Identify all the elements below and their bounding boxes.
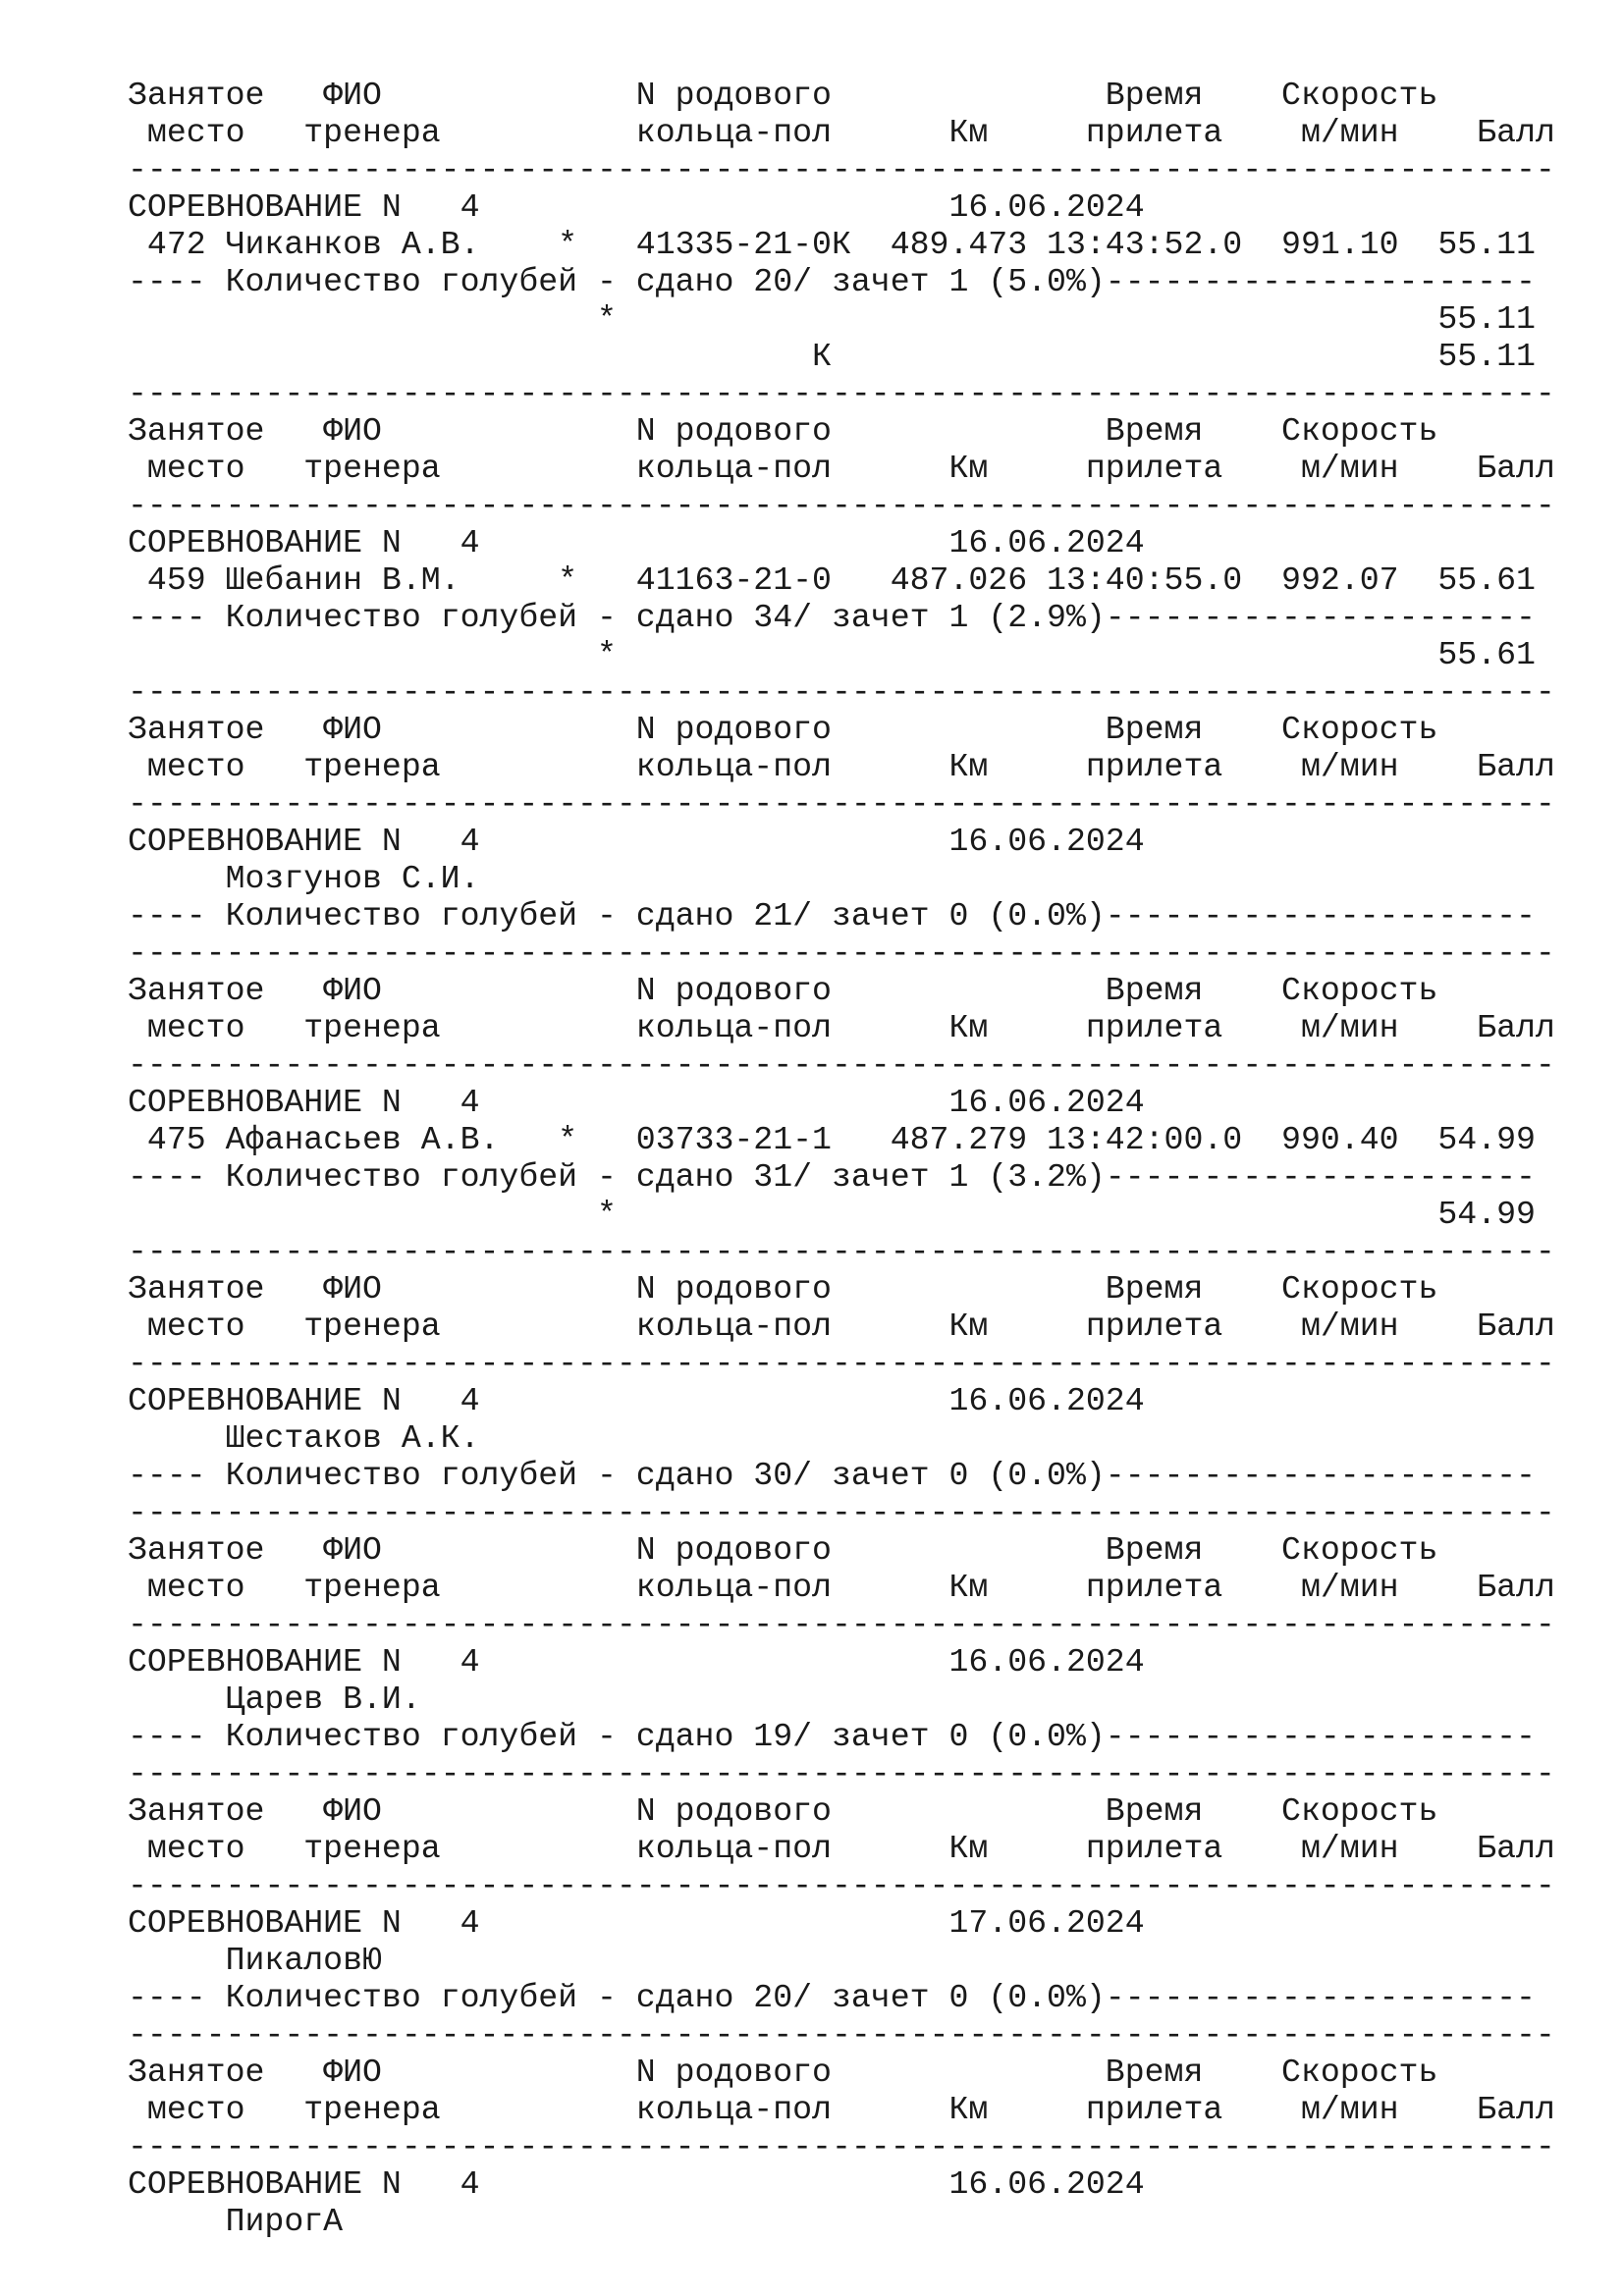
competition-heading: СОРЕВНОВАНИЕ N 4 16.06.2024 bbox=[128, 524, 1145, 561]
separator-line: ------------------------------------------------------------------------- bbox=[128, 487, 1555, 524]
separator-line: ------------------------------------------------------------------------- bbox=[128, 1233, 1555, 1270]
trainer-name-row: Мозгунов С.И. bbox=[128, 860, 480, 897]
score-total-row: * 55.61 bbox=[128, 636, 1536, 673]
pigeon-count-summary: ---- Количество голубей - сдано 21/ зачет 0 (0.0%)---------------------- bbox=[128, 897, 1536, 934]
separator-line: ------------------------------------------------------------------------- bbox=[128, 1606, 1555, 1643]
competition-heading: СОРЕВНОВАНИЕ N 4 16.06.2024 bbox=[128, 823, 1145, 860]
column-header-row-2: место тренера кольца-пол Км прилета м/мин Балл bbox=[128, 1830, 1555, 1867]
column-header-row-2: место тренера кольца-пол Км прилета м/мин Балл bbox=[128, 114, 1555, 151]
score-total-row: К 55.11 bbox=[128, 338, 1536, 375]
column-header-row-1: Занятое ФИО N родового Время Скорость bbox=[128, 77, 1438, 114]
pigeon-count-summary: ---- Количество голубей - сдано 20/ зачет 1 (5.0%)---------------------- bbox=[128, 263, 1536, 300]
column-header-row-2: место тренера кольца-пол Км прилета м/мин Балл bbox=[128, 1308, 1555, 1345]
column-header-row-1: Занятое ФИО N родового Время Скорость bbox=[128, 1270, 1438, 1308]
pigeon-count-summary: ---- Количество голубей - сдано 31/ зачет 1 (3.2%)---------------------- bbox=[128, 1158, 1536, 1196]
separator-line: ------------------------------------------------------------------------- bbox=[128, 1345, 1555, 1382]
column-header-row-2: место тренера кольца-пол Км прилета м/мин Балл bbox=[128, 748, 1555, 785]
column-header-row-1: Занятое ФИО N родового Время Скорость bbox=[128, 1792, 1438, 1830]
result-row: 472 Чиканков А.В. * 41335-21-0К 489.473 13:43:52.0 991.10 55.11 bbox=[128, 226, 1536, 263]
pigeon-count-summary: ---- Количество голубей - сдано 30/ зачет 0 (0.0%)---------------------- bbox=[128, 1457, 1536, 1494]
competition-report bbox=[128, 77, 1561, 2240]
column-header-row-2: место тренера кольца-пол Км прилета м/мин Балл bbox=[128, 1009, 1555, 1046]
trainer-name-row: Царев В.И. bbox=[128, 1681, 421, 1718]
competition-heading: СОРЕВНОВАНИЕ N 4 16.06.2024 bbox=[128, 1084, 1145, 1121]
column-header-row-2: место тренера кольца-пол Км прилета м/мин Балл bbox=[128, 2091, 1555, 2128]
competition-heading: СОРЕВНОВАНИЕ N 4 16.06.2024 bbox=[128, 1382, 1145, 1419]
column-header-row-1: Занятое ФИО N родового Время Скорость bbox=[128, 2054, 1438, 2091]
result-row: 459 Шебанин В.М. * 41163-21-0 487.026 13:40:55.0 992.07 55.61 bbox=[128, 561, 1536, 599]
competition-heading: СОРЕВНОВАНИЕ N 4 17.06.2024 bbox=[128, 1904, 1145, 1942]
separator-line: ------------------------------------------------------------------------- bbox=[128, 1755, 1555, 1792]
separator-line: ------------------------------------------------------------------------- bbox=[128, 785, 1555, 823]
separator-line: ------------------------------------------------------------------------- bbox=[128, 1046, 1555, 1084]
separator-line: ------------------------------------------------------------------------- bbox=[128, 151, 1555, 188]
separator-line: ------------------------------------------------------------------------- bbox=[128, 375, 1555, 412]
separator-line: ------------------------------------------------------------------------- bbox=[128, 1494, 1555, 1531]
competition-heading: СОРЕВНОВАНИЕ N 4 16.06.2024 bbox=[128, 1643, 1145, 1681]
pigeon-count-summary: ---- Количество голубей - сдано 34/ зачет 1 (2.9%)---------------------- bbox=[128, 599, 1536, 636]
trainer-name-row: ПикаловЮ bbox=[128, 1942, 382, 1979]
result-row: 475 Афанасьев А.В. * 03733-21-1 487.279 13:42:00.0 990.40 54.99 bbox=[128, 1121, 1536, 1158]
separator-line: ------------------------------------------------------------------------- bbox=[128, 2128, 1555, 2165]
separator-line: ------------------------------------------------------------------------- bbox=[128, 2016, 1555, 2054]
pigeon-count-summary: ---- Количество голубей - сдано 19/ зачет 0 (0.0%)---------------------- bbox=[128, 1718, 1536, 1755]
column-header-row-1: Занятое ФИО N родового Время Скорость bbox=[128, 711, 1438, 748]
competition-heading: СОРЕВНОВАНИЕ N 4 16.06.2024 bbox=[128, 188, 1145, 226]
trainer-name-row: ПирогА bbox=[128, 2203, 344, 2240]
separator-line: ------------------------------------------------------------------------- bbox=[128, 673, 1555, 711]
trainer-name-row: Шестаков А.К. bbox=[128, 1419, 480, 1457]
pigeon-count-summary: ---- Количество голубей - сдано 20/ зачет 0 (0.0%)---------------------- bbox=[128, 1979, 1536, 2016]
column-header-row-2: место тренера кольца-пол Км прилета м/мин Балл bbox=[128, 1569, 1555, 1606]
column-header-row-1: Занятое ФИО N родового Время Скорость bbox=[128, 972, 1438, 1009]
score-total-row: * 54.99 bbox=[128, 1196, 1536, 1233]
column-header-row-2: место тренера кольца-пол Км прилета м/мин Балл bbox=[128, 450, 1555, 487]
separator-line: ------------------------------------------------------------------------- bbox=[128, 934, 1555, 972]
column-header-row-1: Занятое ФИО N родового Время Скорость bbox=[128, 1531, 1438, 1569]
competition-heading: СОРЕВНОВАНИЕ N 4 16.06.2024 bbox=[128, 2165, 1145, 2203]
separator-line: ------------------------------------------------------------------------- bbox=[128, 1867, 1555, 1904]
column-header-row-1: Занятое ФИО N родового Время Скорость bbox=[128, 412, 1438, 450]
score-total-row: * 55.11 bbox=[128, 300, 1536, 338]
